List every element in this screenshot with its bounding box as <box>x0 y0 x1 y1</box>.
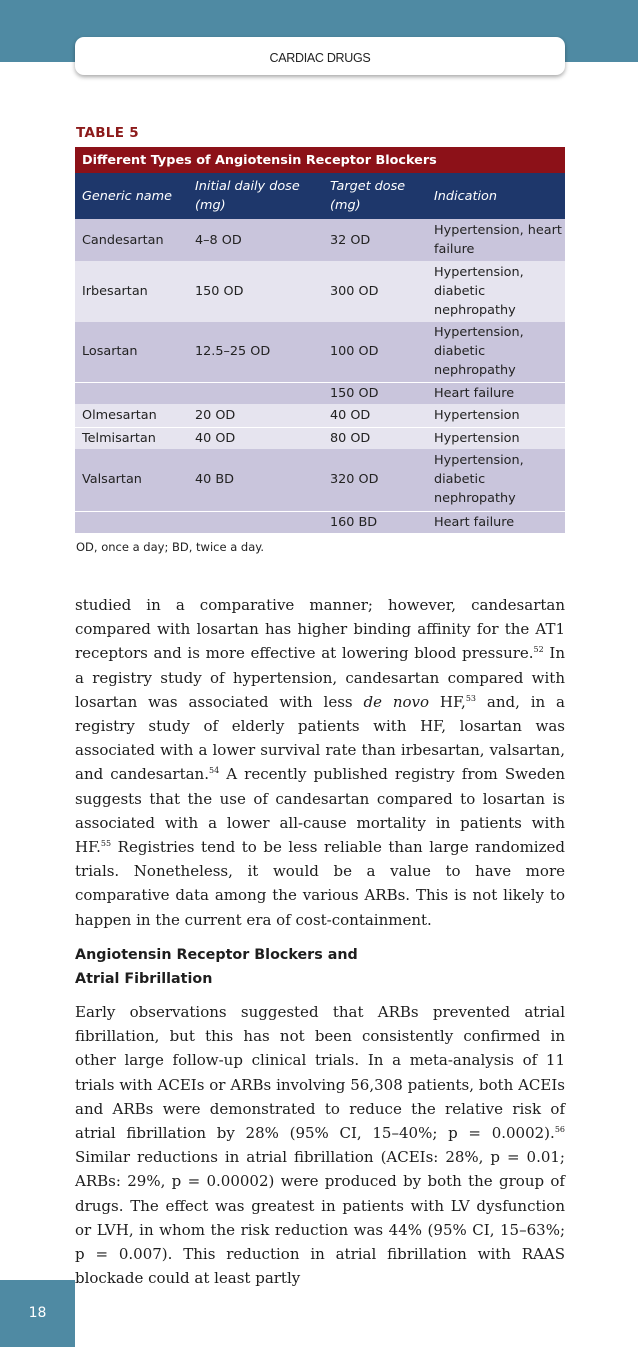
table-cell: 40 BD <box>188 449 323 511</box>
emphasis-de-novo: de novo <box>363 692 430 711</box>
table-row <box>75 322 565 382</box>
text-run: studied in a comparative manner; however, candesartan compared with losartan has higher binding affinity for the AT1 receptors and is more effective at lowering blood pressure. <box>75 596 565 663</box>
table-title-row <box>75 147 565 173</box>
table-cell: 300 OD <box>323 261 427 322</box>
table-cell: 100 OD <box>323 322 427 382</box>
table-cell: Candesartan <box>75 219 188 261</box>
heading-line: Atrial Fibrillation <box>75 971 213 987</box>
table-cell: Hypertension, diabetic nephropathy <box>427 449 565 511</box>
reference-52: 52 <box>533 645 544 655</box>
page-number: 18 <box>0 1280 75 1347</box>
heading-line: Angiotensin Receptor Blockers and <box>75 947 358 963</box>
table-cell: Hypertension, heart failure <box>427 219 565 261</box>
arb-table <box>75 147 565 533</box>
section-heading <box>75 943 565 991</box>
table-cell: 4–8 OD <box>188 219 323 261</box>
table-row <box>75 511 565 533</box>
text-run: Similar reductions in atrial fibrillation (ACEIs: 28%, p = 0.01; ARBs: 29%, p = 0.00002) were produced by both the group of drugs. The effect was greatest in patients with LV dysfunction or LVH, in whom the risk reduction was 44% (95% CI, 15–63%; p = 0.007). This reduction in atrial fibrillation with RAAS blockade could at least partly <box>75 1148 565 1288</box>
table-cell: Hypertension, diabetic nephropathy <box>427 261 565 322</box>
reference-55: 55 <box>100 839 112 849</box>
table-cell: 320 OD <box>323 449 427 511</box>
text-run: and, in a registry study of elderly patients with HF, losartan was associated with a lower survival rate than irbesartan, valsartan, and candesartan. <box>75 692 565 784</box>
table-cell: 150 OD <box>188 261 323 322</box>
table-row <box>75 219 565 261</box>
table-cell <box>75 511 188 533</box>
table-footnote: OD, once a day; BD, twice a day. <box>76 540 265 554</box>
table-cell: Hypertension, diabetic nephropathy <box>427 322 565 382</box>
table-row <box>75 449 565 511</box>
table-cell: Losartan <box>75 322 188 382</box>
table-cell: Irbesartan <box>75 261 188 322</box>
table-cell: Olmesartan <box>75 404 188 427</box>
table-cell: 32 OD <box>323 219 427 261</box>
text-run: HF, <box>429 692 466 711</box>
table-cell: Telmisartan <box>75 427 188 449</box>
paragraph-arb-comparison <box>75 593 565 932</box>
table-row <box>75 382 565 404</box>
table-row <box>75 404 565 427</box>
table-cell: 80 OD <box>323 427 427 449</box>
reference-53: 53 <box>465 693 477 703</box>
column-header: Generic name <box>75 173 188 219</box>
table-cell: Heart failure <box>427 382 565 404</box>
paragraph-atrial-fibrillation <box>75 1000 565 1290</box>
column-header: Indication <box>427 173 565 219</box>
table-cell: Heart failure <box>427 511 565 533</box>
table-cell: Hypertension <box>427 404 565 427</box>
table-cell <box>75 382 188 404</box>
column-header: Target dose (mg) <box>323 173 427 219</box>
table-cell <box>188 511 323 533</box>
table-cell: 40 OD <box>188 427 323 449</box>
table-cell: 40 OD <box>323 404 427 427</box>
table-title: Different Types of Angiotensin Receptor Blockers <box>75 147 565 173</box>
text-run: A recently published registry from Sweden suggests that the use of candesartan compared to losartan is associated with a lower all-cause mortality in patients with HF. <box>75 765 565 857</box>
reference-54: 54 <box>208 766 220 776</box>
text-run: In a registry study of hypertension, candesartan compared with losartan was associated with less <box>75 644 565 711</box>
column-header: Initial daily dose (mg) <box>188 173 323 219</box>
reference-56: 56 <box>554 1125 565 1135</box>
running-header: CARDIAC DRUGS <box>75 37 565 75</box>
table-label: TABLE 5 <box>76 125 139 141</box>
table-cell: Valsartan <box>75 449 188 511</box>
table-row <box>75 427 565 449</box>
table-cell: 160 BD <box>323 511 427 533</box>
table-cell: 20 OD <box>188 404 323 427</box>
table-cell: Hypertension <box>427 427 565 449</box>
text-run: Registries tend to be less reliable than large randomized trials. Nonetheless, it would be a value to have more comparative data among the various ARBs. This is not likely to happen in the current era of cost-containment. <box>75 838 565 929</box>
table-cell <box>188 382 323 404</box>
text-run: Early observations suggested that ARBs prevented atrial fibrillation, but this has not been consistently confirmed in other large follow-up clinical trials. In a meta-analysis of 11 trials with ACEIs or ARBs involving 56,308 patients, both ACEIs and ARBs were demonstrated to reduce the relative risk of atrial fibrillation by 28% (95% CI, 15–40%; p = 0.0002). <box>75 1003 565 1143</box>
table-cell: 150 OD <box>323 382 427 404</box>
table-header-row <box>75 173 565 219</box>
table-cell: 12.5–25 OD <box>188 322 323 382</box>
table-row <box>75 261 565 322</box>
